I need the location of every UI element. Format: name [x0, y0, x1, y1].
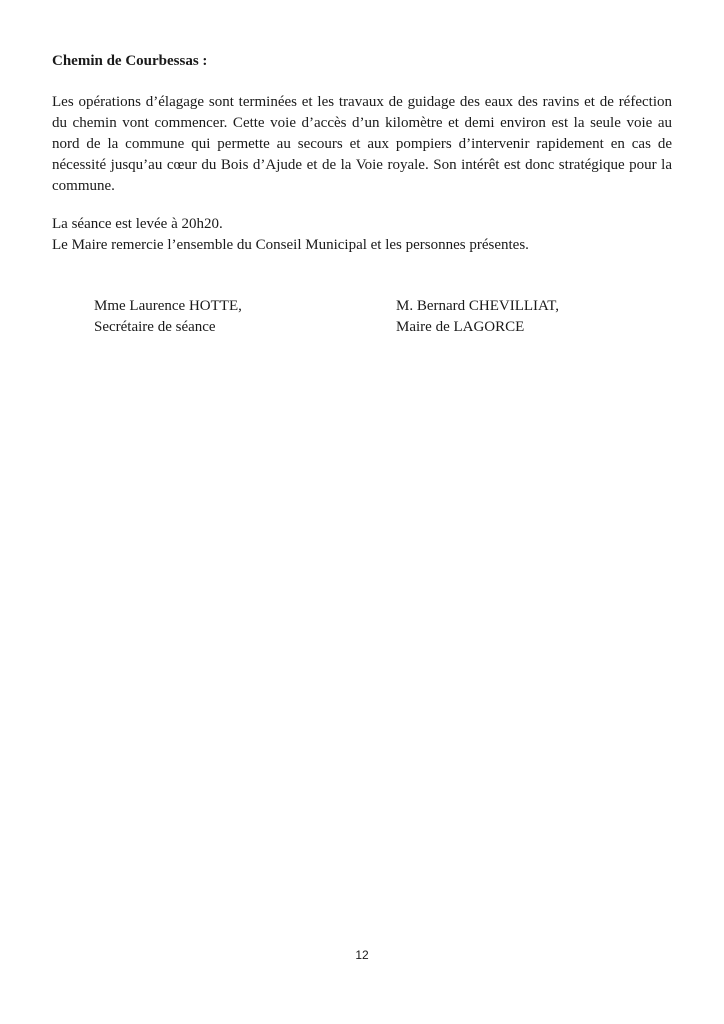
section-heading: Chemin de Courbessas :: [52, 53, 208, 69]
secretary-role: Secrétaire de séance: [94, 319, 216, 335]
page-number: 12: [355, 948, 369, 962]
mayor-thanks-line: Le Maire remercie l’ensemble du Conseil Municipal et les personnes présentes.: [52, 237, 529, 253]
signature-secretary: [94, 296, 242, 338]
section-paragraph: Les opérations d’élagage sont terminées et les travaux de guidage des eaux des ravins et de réfection du chemin vont commencer. Cette voie d’accès d’un kilomètre et demi environ est la seule voie au nord de la commune qui permette au secours et aux pompiers d’intervenir rapidement en cas de nécessité jusqu’au cœur du Bois d’Ajude et de la Voie royale. Son intérêt est donc stratégique pour la commune.: [52, 94, 672, 194]
mayor-name: M. Bernard CHEVILLIAT,: [396, 298, 560, 314]
secretary-name: Mme Laurence HOTTE,: [94, 298, 242, 314]
mayor-role: Maire de LAGORCE: [396, 319, 525, 335]
closing-statements: [52, 214, 672, 256]
signature-mayor: [396, 296, 559, 338]
session-closed-line: La séance est levée à 20h20.: [52, 216, 223, 232]
